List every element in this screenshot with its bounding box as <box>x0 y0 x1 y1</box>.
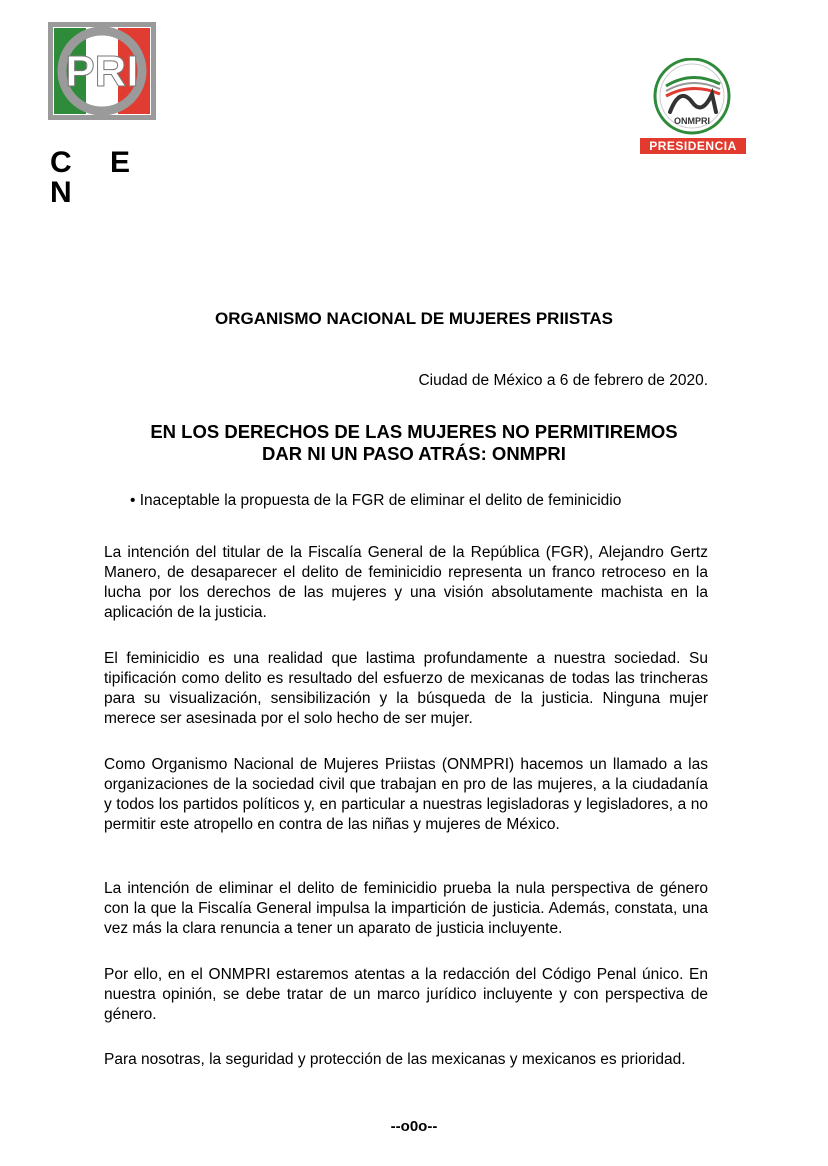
pri-logo-icon <box>48 22 156 120</box>
bullet-point: • Inaceptable la propuesta de la FGR de eliminar el delito de feminicidio <box>130 492 622 509</box>
onmpri-logo-text: ONMPRI <box>674 116 710 126</box>
headline <box>0 421 828 465</box>
paragraph: Por ello, en el ONMPRI estaremos atentas a la redacción del Código Penal único. En nuestra opinión, se debe tratar de un marco jurídico incluyente y con perspectiva de género. <box>104 966 708 1023</box>
presidencia-badge: PRESIDENCIA <box>640 138 746 154</box>
date-line: Ciudad de México a 6 de febrero de 2020. <box>418 372 708 389</box>
paragraph: El feminicidio es una realidad que lastima profundamente a nuestra sociedad. Su tipificación como delito es resultado del esfuerzo de mexicanas de todas las trincheras para su visualización, sensibilización y la búsqueda de la justicia. Ninguna mujer merece ser asesinada por el solo hecho de ser mujer. <box>104 650 708 727</box>
onmpri-emblem-icon <box>640 58 748 138</box>
closing-mark: --o0o-- <box>390 1118 438 1135</box>
onmpri-logo <box>640 58 748 158</box>
paragraph: La intención del titular de la Fiscalía General de la República (FGR), Alejandro Gertz Manero, de desaparecer el delito de feminicidio representa un franco retroceso en la lucha por los derechos de las mujeres y una visión absolutamente machista en la aplicación de la justicia. <box>104 544 708 621</box>
paragraph: La intención de eliminar el delito de feminicidio prueba la nula perspectiva de género con la que la Fiscalía General impulsa la impartición de justicia. Además, constata, una vez más la clara renuncia a tener un aparato de justicia incluyente. <box>104 880 708 937</box>
headline-line-2: DAR NI UN PASO ATRÁS: ONMPRI <box>262 443 566 464</box>
cen-label: C E N <box>50 146 146 209</box>
pri-logo-letters: PRI <box>65 47 139 96</box>
headline-line-1: EN LOS DERECHOS DE LAS MUJERES NO PERMITIREMOS <box>150 421 678 442</box>
paragraph: Para nosotras, la seguridad y protección de las mexicanas y mexicanos es prioridad. <box>104 1051 686 1068</box>
paragraph: Como Organismo Nacional de Mujeres Priistas (ONMPRI) hacemos un llamado a las organizaciones de la sociedad civil que trabajan en pro de las mujeres, a la ciudadanía y todos los partidos políticos y, en particular a nuestras legisladoras y legisladores, a no permitir este atropello en contra de las niñas y mujeres de México. <box>104 756 708 833</box>
organization-title: ORGANISMO NACIONAL DE MUJERES PRIISTAS <box>215 309 613 328</box>
pri-cen-logo <box>48 22 156 209</box>
